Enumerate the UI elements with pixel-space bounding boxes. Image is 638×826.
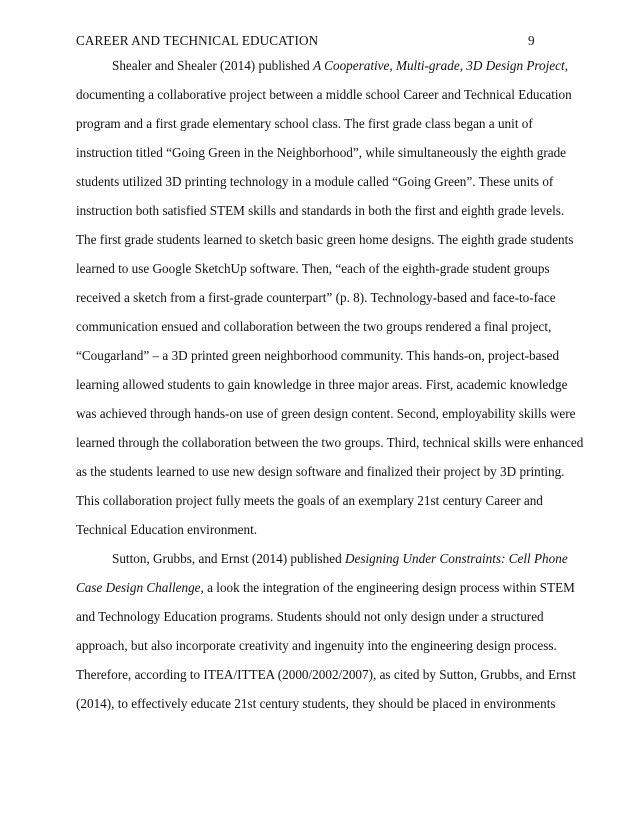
paragraph-2-line-6: (2014), to effectively educate 21st century students, they should be placed in environments [76,696,556,711]
paragraph-1-line-3: program and a first grade elementary school class. The first grade class began a unit of [76,116,533,131]
paragraph-1-line-17: Technical Education environment. [76,522,258,537]
page-number: 9 [528,33,535,48]
paragraph-1-line-6: instruction both satisfied STEM skills and standards in both the first and eighth grade levels. [76,203,565,218]
paragraph-1-line-1 [112,58,568,74]
paragraph-1-line-10: communication ensued and collaboration between the two groups rendered a final project, [76,319,552,334]
paragraph-2-line-3: and Technology Education programs. Students should not only design under a structured [76,609,544,624]
text-run: Sutton, Grubbs, and Ernst (2014) published [112,551,345,566]
paragraph-1-line-16: This collaboration project fully meets the goals of an exemplary 21st century Career and [76,493,543,508]
paragraph-1-line-8: learned to use Google SketchUp software. Then, “each of the eighth-grade student groups [76,261,550,276]
paragraph-2-line-1 [112,551,568,567]
paragraph-1-line-5: students utilized 3D printing technology in a module called “Going Green”. These units of [76,174,554,189]
cited-title: Case Design Challenge [76,580,201,595]
text-run: Shealer and Shealer (2014) published [112,58,314,73]
paragraph-2-line-4: approach, but also incorporate creativity and ingenuity into the engineering design process. [76,638,557,653]
paragraph-1-line-14: learned through the collaboration between the two groups. Third, technical skills were enhanced [76,435,584,450]
text-run: , a look the integration of the engineering design process within STEM [200,580,575,595]
paragraph-1-line-9: received a sketch from a first-grade counterpart” (p. 8). Technology-based and face-to-face [76,290,556,305]
paragraph-2-line-5: Therefore, according to ITEA/ITTEA (2000/2002/2007), as cited by Sutton, Grubbs, and Ernst [76,667,576,682]
paragraph-1-line-4: instruction titled “Going Green in the Neighborhood”, while simultaneously the eighth grade [76,145,567,160]
paragraph-1-line-2: documenting a collaborative project between a middle school Career and Technical Education [76,87,572,102]
text-run: , [564,58,568,73]
paragraph-1-line-11: “Cougarland” – a 3D printed green neighborhood community. This hands-on, project-based [76,348,560,363]
cited-title: Designing Under Constraints: Cell Phone [344,551,568,566]
paragraph-1-line-7: The first grade students learned to sketch basic green home designs. The eighth grade students [76,232,574,247]
running-head: CAREER AND TECHNICAL EDUCATION [76,33,319,48]
cited-title: A Cooperative, Multi-grade, 3D Design Project [313,58,565,73]
paragraph-1-line-13: was achieved through hands-on use of green design content. Second, employability skills were [76,406,576,421]
paragraph-1-line-12: learning allowed students to gain knowledge in three major areas. First, academic knowledge [76,377,568,392]
paragraph-2-line-2 [76,580,575,596]
paragraph-1-line-15: as the students learned to use new design software and finalized their project by 3D printing. [76,464,565,479]
